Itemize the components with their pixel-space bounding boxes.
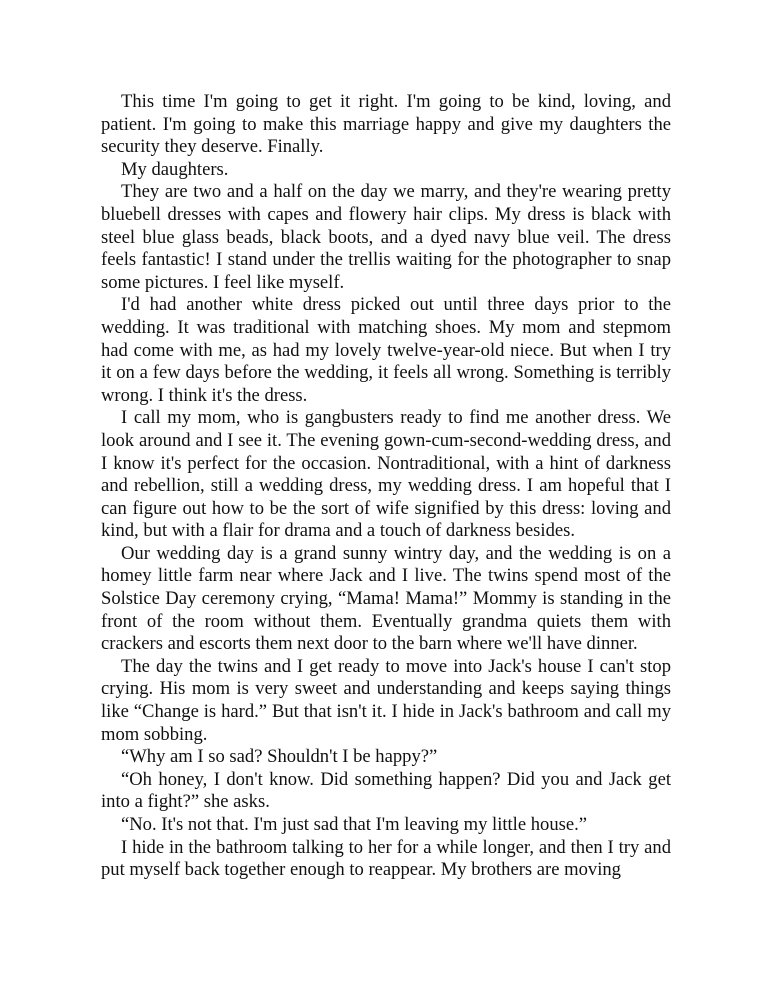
paragraph: My daughters. <box>121 158 229 180</box>
paragraph: Our wedding day is a grand sunny wintry day, and the wedding is on a homey little farm near where Jack and I live. The twins spend most of the Solstice Day ceremony crying, “Mama! Mama!” Mommy is standing in the front of the room without them. Eventually grandma quiets them with crackers and escorts them next door to the barn where we'll have dinner. <box>101 542 671 655</box>
paragraph: The day the twins and I get ready to move into Jack's house I can't stop crying. His mom is very sweet and understanding and keeps saying things like “Change is hard.” But that isn't it. I hide in Jack's bathroom and call my mom sobbing. <box>101 655 671 745</box>
paragraph: “Why am I so sad? Shouldn't I be happy?” <box>121 746 438 768</box>
paragraph: “No. It's not that. I'm just sad that I'm leaving my little house.” <box>121 814 588 835</box>
paragraph: I call my mom, who is gangbusters ready to find me another dress. We look around and I see it. The evening gown-cum-second-wedding dress, and I know it's perfect for the occasion. Nontraditional, with a hint of darkness and rebellion, still a wedding dress, my wedding dress. I am hopeful that I can figure out how to be the sort of wife signified by this dress: loving and kind, but with a flair for drama and a touch of darkness besides. <box>101 407 671 542</box>
document-page <box>101 91 671 882</box>
paragraph: “Oh honey, I don't know. Did something happen? Did you and Jack get into a fight?” she asks. <box>101 768 671 813</box>
paragraph: They are two and a half on the day we marry, and they're wearing pretty bluebell dresses with capes and flowery hair clips. My dress is black with steel blue glass beads, black boots, and a dyed navy blue veil. The dress feels fantastic! I stand under the trellis waiting for the photographer to snap some pictures. I feel like myself. <box>101 181 671 293</box>
paragraph: I hide in the bathroom talking to her for a while longer, and then I try and put myself back together enough to reappear. My brothers are moving <box>101 836 671 881</box>
paragraph: This time I'm going to get it right. I'm going to be kind, loving, and patient. I'm going to make this marriage happy and give my daughters the security they deserve. Finally. <box>101 91 671 158</box>
paragraph: I'd had another white dress picked out until three days prior to the wedding. It was traditional with matching shoes. My mom and stepmom had come with me, as had my lovely twelve-year-old niece. But when I try it on a few days before the wedding, it feels all wrong. Something is terribly wrong. I think it's the dress. <box>101 294 671 406</box>
